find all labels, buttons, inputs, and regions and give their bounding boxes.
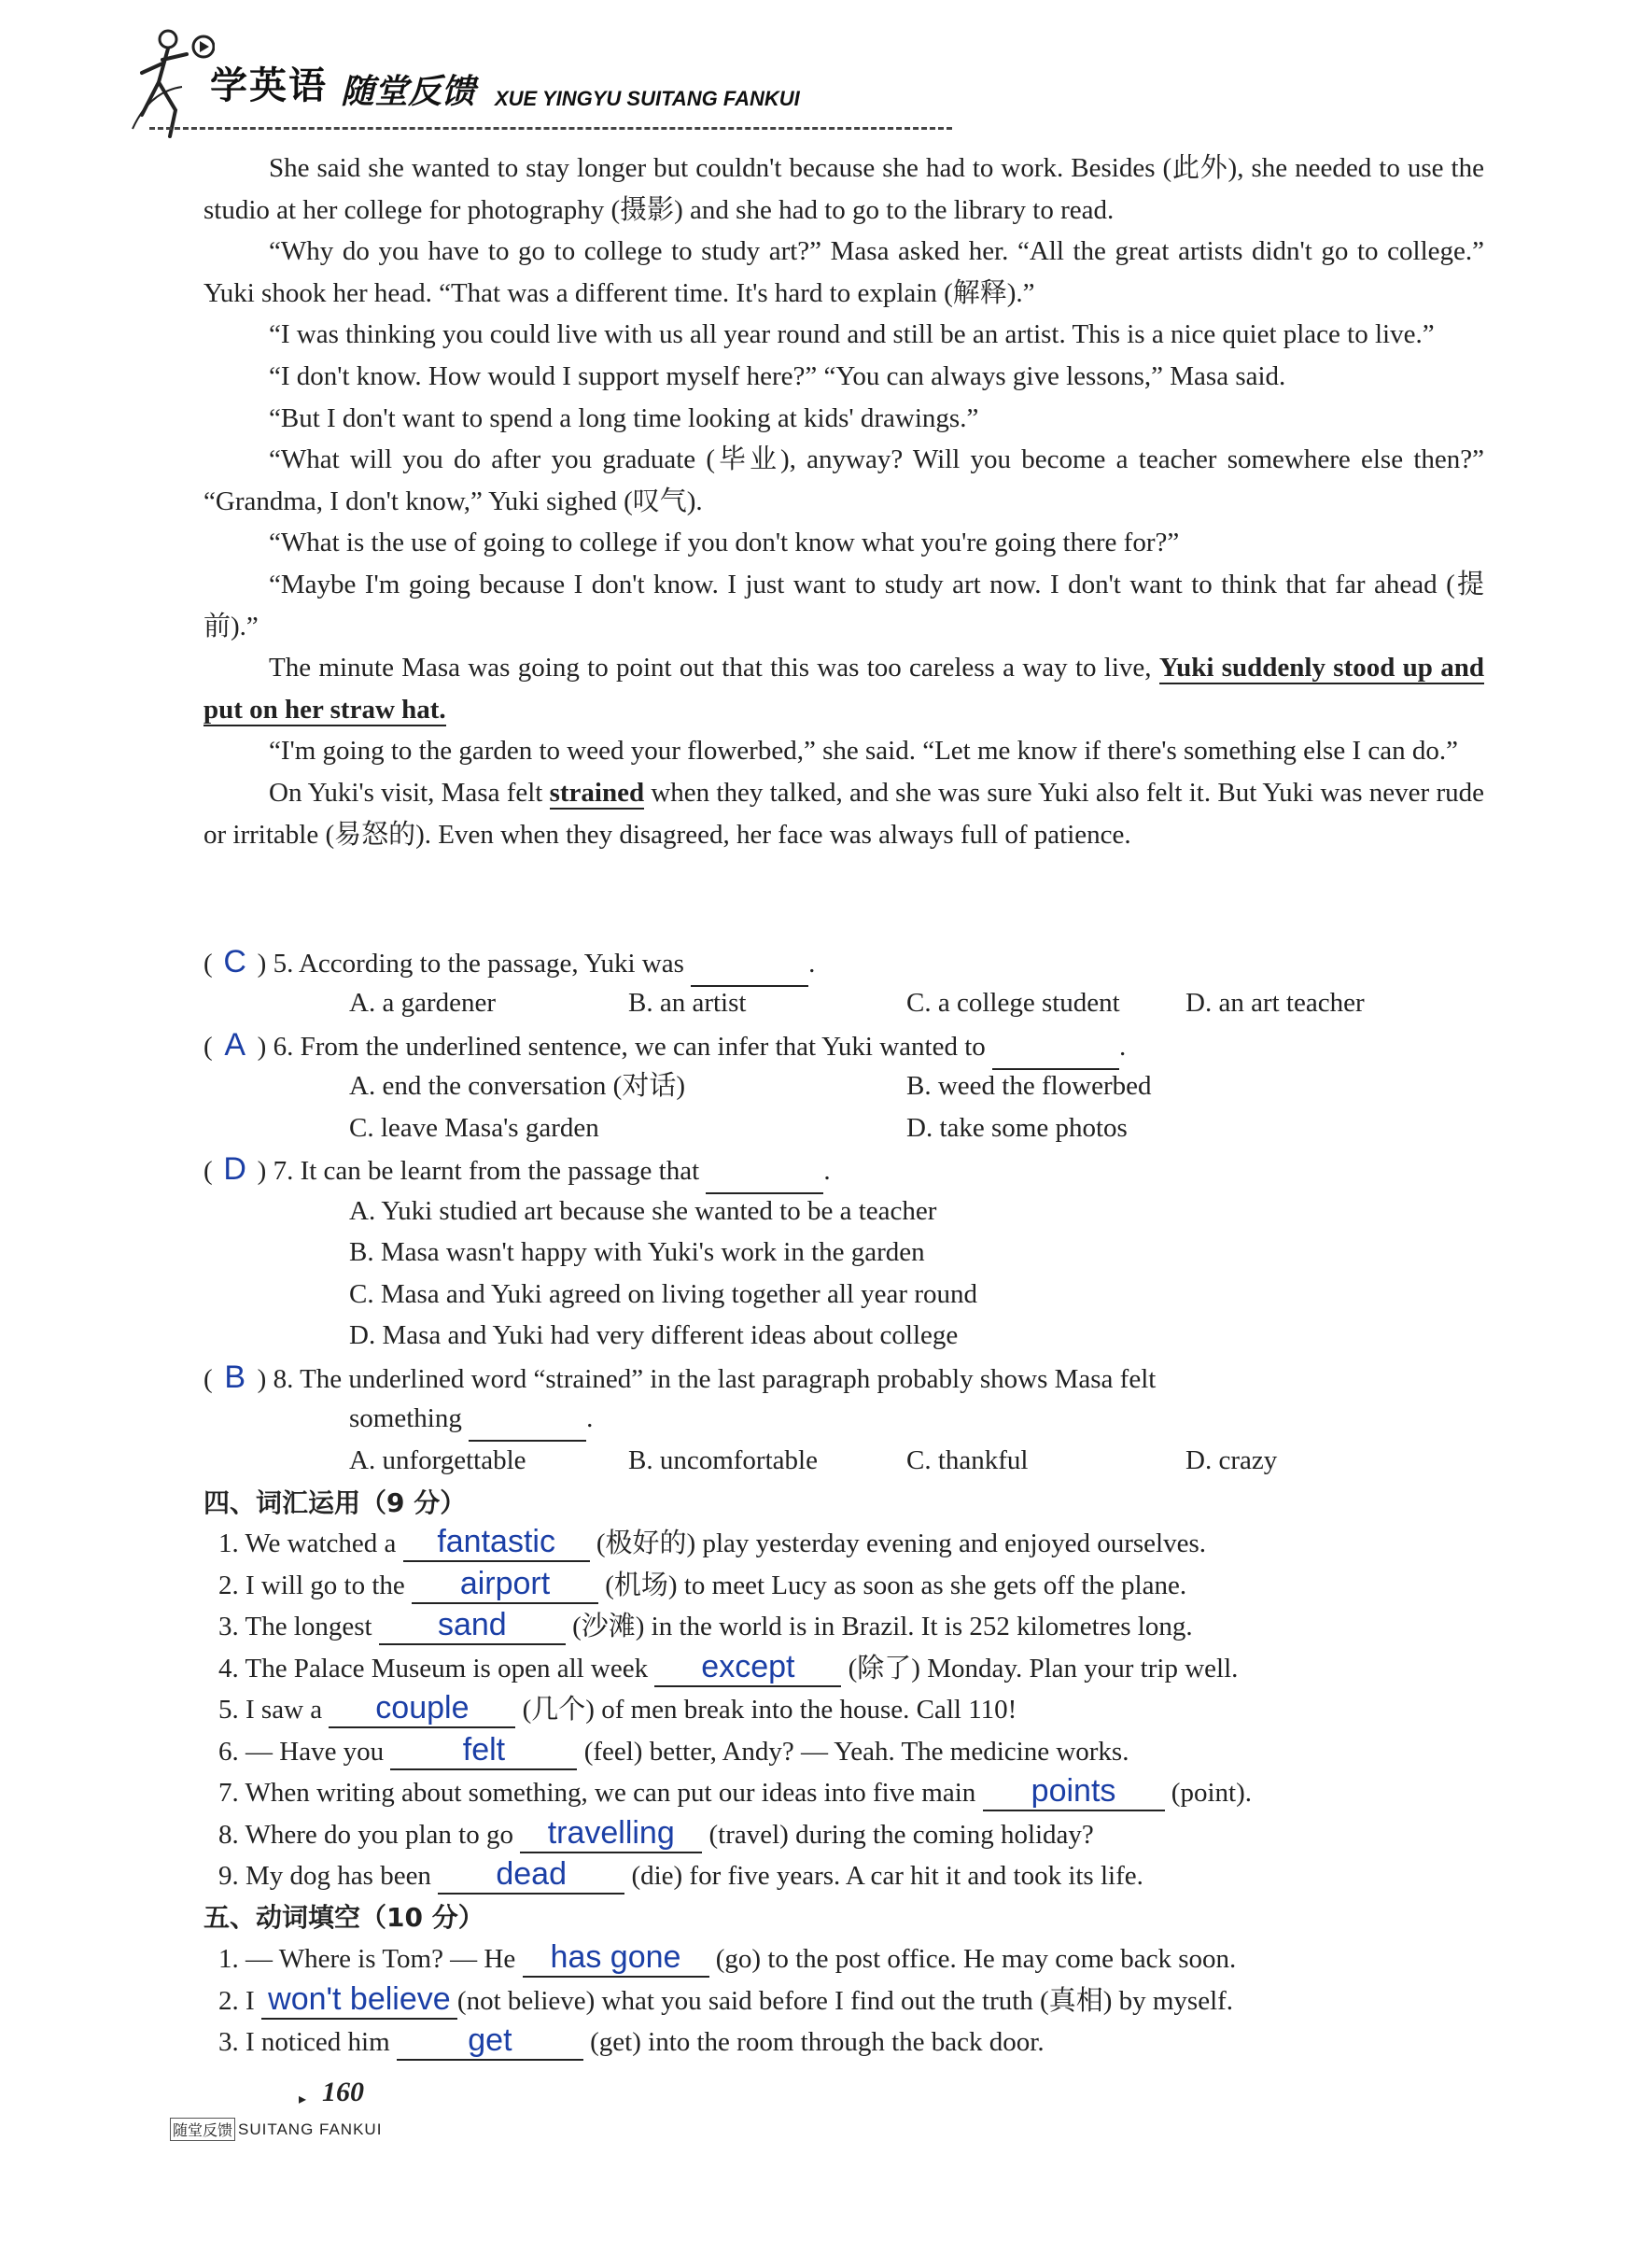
answer-mark: B [224,1359,246,1395]
option-c: C. Masa and Yuki agreed on living together all year round [349,1279,977,1309]
section-5-title: 五、动词填空（10 分） [203,1902,484,1933]
item-text: 7. When writing about something, we can put our ideas into five main [218,1778,976,1808]
item-text: 1. We watched a [218,1528,397,1558]
paragraph [203,647,1484,730]
paragraph: “I was thinking you could live with us all year round and still be an artist. This is a nice quiet place to live.” [269,319,1435,350]
item-text: 3. The longest [218,1612,372,1641]
footer-logo-cn: 随堂反馈 [170,2118,235,2141]
answer-fill: felt [390,1731,577,1770]
reading-passage [203,148,1484,855]
header-title-pinyin: XUE YINGYU SUITANG FANKUI [495,87,800,110]
item-text: 1. — Where is Tom? — He [218,1944,516,1974]
answer-blank [706,1150,823,1194]
paragraph: She said she wanted to stay longer but couldn't because she had to work. Besides (此外), she needed to use the studio at her college for photography (摄影) and she had to go to the library to read. [203,153,1484,225]
runner-icon [131,26,215,143]
vocab-item-9 [218,1855,1143,1897]
header-title-cn: 学英语 [210,64,328,107]
item-text: (几个) of men break into the house. Call 110! [522,1695,1017,1725]
option-c: C. leave Masa's garden [349,1113,599,1143]
item-text: (get) into the room through the back door. [590,2027,1045,2057]
paragraph: “But I don't want to spend a long time looking at kids' drawings.” [269,402,979,433]
answer-fill: couple [329,1689,515,1728]
option-d: D. crazy [1185,1445,1278,1475]
verb-item-1 [218,1938,1236,1980]
item-text: 6. — Have you [218,1737,385,1767]
header-title-cn2: 随堂反馈 [341,72,476,111]
vocab-item-6 [218,1731,1129,1773]
question-8: ( B ) 8. The underlined word “strained” in the last paragraph probably shows Masa felt [203,1357,1510,1401]
answer-fill: has gone [523,1938,709,1978]
answer-fill: travelling [520,1814,702,1853]
answer-fill: points [983,1772,1165,1811]
question-8-stem-cont: something . [349,1398,593,1442]
item-text: 5. I saw a [218,1695,323,1725]
item-text: (沙滩) in the world is in Brazil. It is 252 kilometres long. [572,1612,1193,1641]
answer-fill: except [654,1648,841,1687]
item-text: 2. I will go to the [218,1571,405,1600]
answer-blank [691,943,808,987]
question-stem: 6. From the underlined sentence, we can infer that Yuki wanted to [273,1032,986,1062]
answer-mark: C [223,944,246,979]
underlined-sentence: Yuki suddenly stood up and put on her straw hat. [203,653,1484,725]
answer-mark: D [223,1151,246,1187]
section-4-title: 四、词汇运用（9 分） [203,1487,467,1518]
item-text: 3. I noticed him [218,2027,390,2057]
option-a: A. end the conversation (对话) [349,1071,685,1101]
option-d: D. Masa and Yuki had very different ideas about college [349,1320,959,1350]
option-b: B. Masa wasn't happy with Yuki's work in the garden [349,1237,925,1267]
option-b: B. uncomfortable [628,1445,818,1475]
paragraph: “What is the use of going to college if you don't know what you're going there for?” [269,528,1180,558]
answer-blank [992,1026,1119,1070]
paragraph-text: The minute Masa was going to point out that this was too careless a way to live, [269,653,1159,683]
option-c: C. a college student [906,988,1120,1018]
option-a: A. a gardener [349,988,496,1018]
option-a: A. Yuki studied art because she wanted to be a teacher [349,1196,937,1226]
item-text: (极好的) play yesterday evening and enjoyed ourselves. [596,1528,1206,1558]
vocab-item-2 [218,1565,1186,1607]
option-b: B. an artist [628,988,747,1018]
item-text: (机场) to meet Lucy as soon as she gets off the plane. [605,1571,1187,1600]
question-stem: 5. According to the passage, Yuki was [273,949,684,979]
vocab-item-8 [218,1814,1094,1856]
answer-blank [469,1398,586,1442]
paragraph: “I'm going to the garden to weed your flowerbed,” she said. “Let me know if there's something else I can do.” [269,736,1458,767]
question-7: ( D ) 7. It can be learnt from the passage that . [203,1148,1510,1194]
question-5: ( C ) 5. According to the passage, Yuki was . [203,941,1510,987]
item-text: 2. I [218,1986,255,2016]
paragraph-text: when they talked, and she was sure Yuki also felt it. But Yuki was never rude or irritable (易怒的). Even when they disagreed, her face was always full of patience. [203,777,1484,850]
paragraph: “Why do you have to go to college to study art?” Masa asked her. “All the great artists didn't go to college.” Yuki shook her head. “That was a different time. It's hard to explain (解释).” [203,236,1484,308]
item-text: 4. The Palace Museum is open all week [218,1654,649,1683]
vocab-item-3 [218,1606,1193,1648]
page-number: 160 [322,2077,364,2107]
item-text: 9. My dog has been [218,1861,431,1891]
vocab-item-1 [218,1523,1206,1565]
item-text: (travel) during the coming holiday? [708,1820,1094,1850]
footer-logo-pinyin: SUITANG FANKUI [238,2120,383,2138]
item-text: (feel) better, Andy? — Yeah. The medicine works. [583,1737,1129,1767]
paragraph: “Maybe I'm going because I don't know. I just want to study art now. I don't want to think that far ahead (提前).” [203,569,1484,641]
answer-fill: sand [379,1606,566,1645]
paragraph-text: On Yuki's visit, Masa felt [269,777,550,808]
item-text: (not believe) what you said before I find out the truth (真相) by myself. [456,1986,1234,2016]
underlined-word: strained [549,777,645,808]
answer-fill: dead [438,1855,624,1895]
question-stem: something [349,1403,462,1433]
item-text: (die) for five years. A car hit it and took its life. [631,1861,1143,1891]
item-text: (除了) Monday. Plan your trip well. [848,1654,1239,1683]
paragraph: “I don't know. How would I support myself here?” “You can always give lessons,” Masa said. [269,360,1286,391]
answer-fill: fantastic [403,1523,590,1562]
answer-fill: airport [412,1565,598,1604]
answer-mark: A [224,1027,246,1063]
vocab-item-5 [218,1689,1017,1731]
triangle-icon: ▸ [299,2092,307,2107]
question-6: ( A ) 6. From the underlined sentence, we can infer that Yuki wanted to . [203,1024,1510,1070]
header-divider [149,127,952,130]
vocab-item-7 [218,1772,1252,1814]
option-c: C. thankful [906,1445,1029,1475]
item-text: 8. Where do you plan to go [218,1820,513,1850]
page-header [131,26,840,148]
option-b: B. weed the flowerbed [906,1071,1152,1101]
paragraph [203,772,1484,855]
item-text: (point). [1171,1778,1252,1808]
question-stem: 8. The underlined word “strained” in the last paragraph probably shows Masa felt [273,1364,1157,1394]
paragraph: “What will you do after you graduate (毕业), anyway? Will you become a teacher somewhere else then?” “Grandma, I don't know,” Yuki sighed (叹气). [203,444,1484,516]
answer-fill: get [397,2021,583,2061]
option-a: A. unforgettable [349,1445,526,1475]
answer-fill: won't believe [261,1980,457,2020]
item-text: (go) to the post office. He may come back soon. [715,1944,1237,1974]
question-stem: 7. It can be learnt from the passage that [273,1156,700,1186]
vocab-item-4 [218,1648,1238,1690]
option-d: D. an art teacher [1185,988,1365,1018]
verb-item-3 [218,2021,1045,2064]
option-d: D. take some photos [906,1113,1128,1143]
verb-item-2 [218,1980,1233,2022]
